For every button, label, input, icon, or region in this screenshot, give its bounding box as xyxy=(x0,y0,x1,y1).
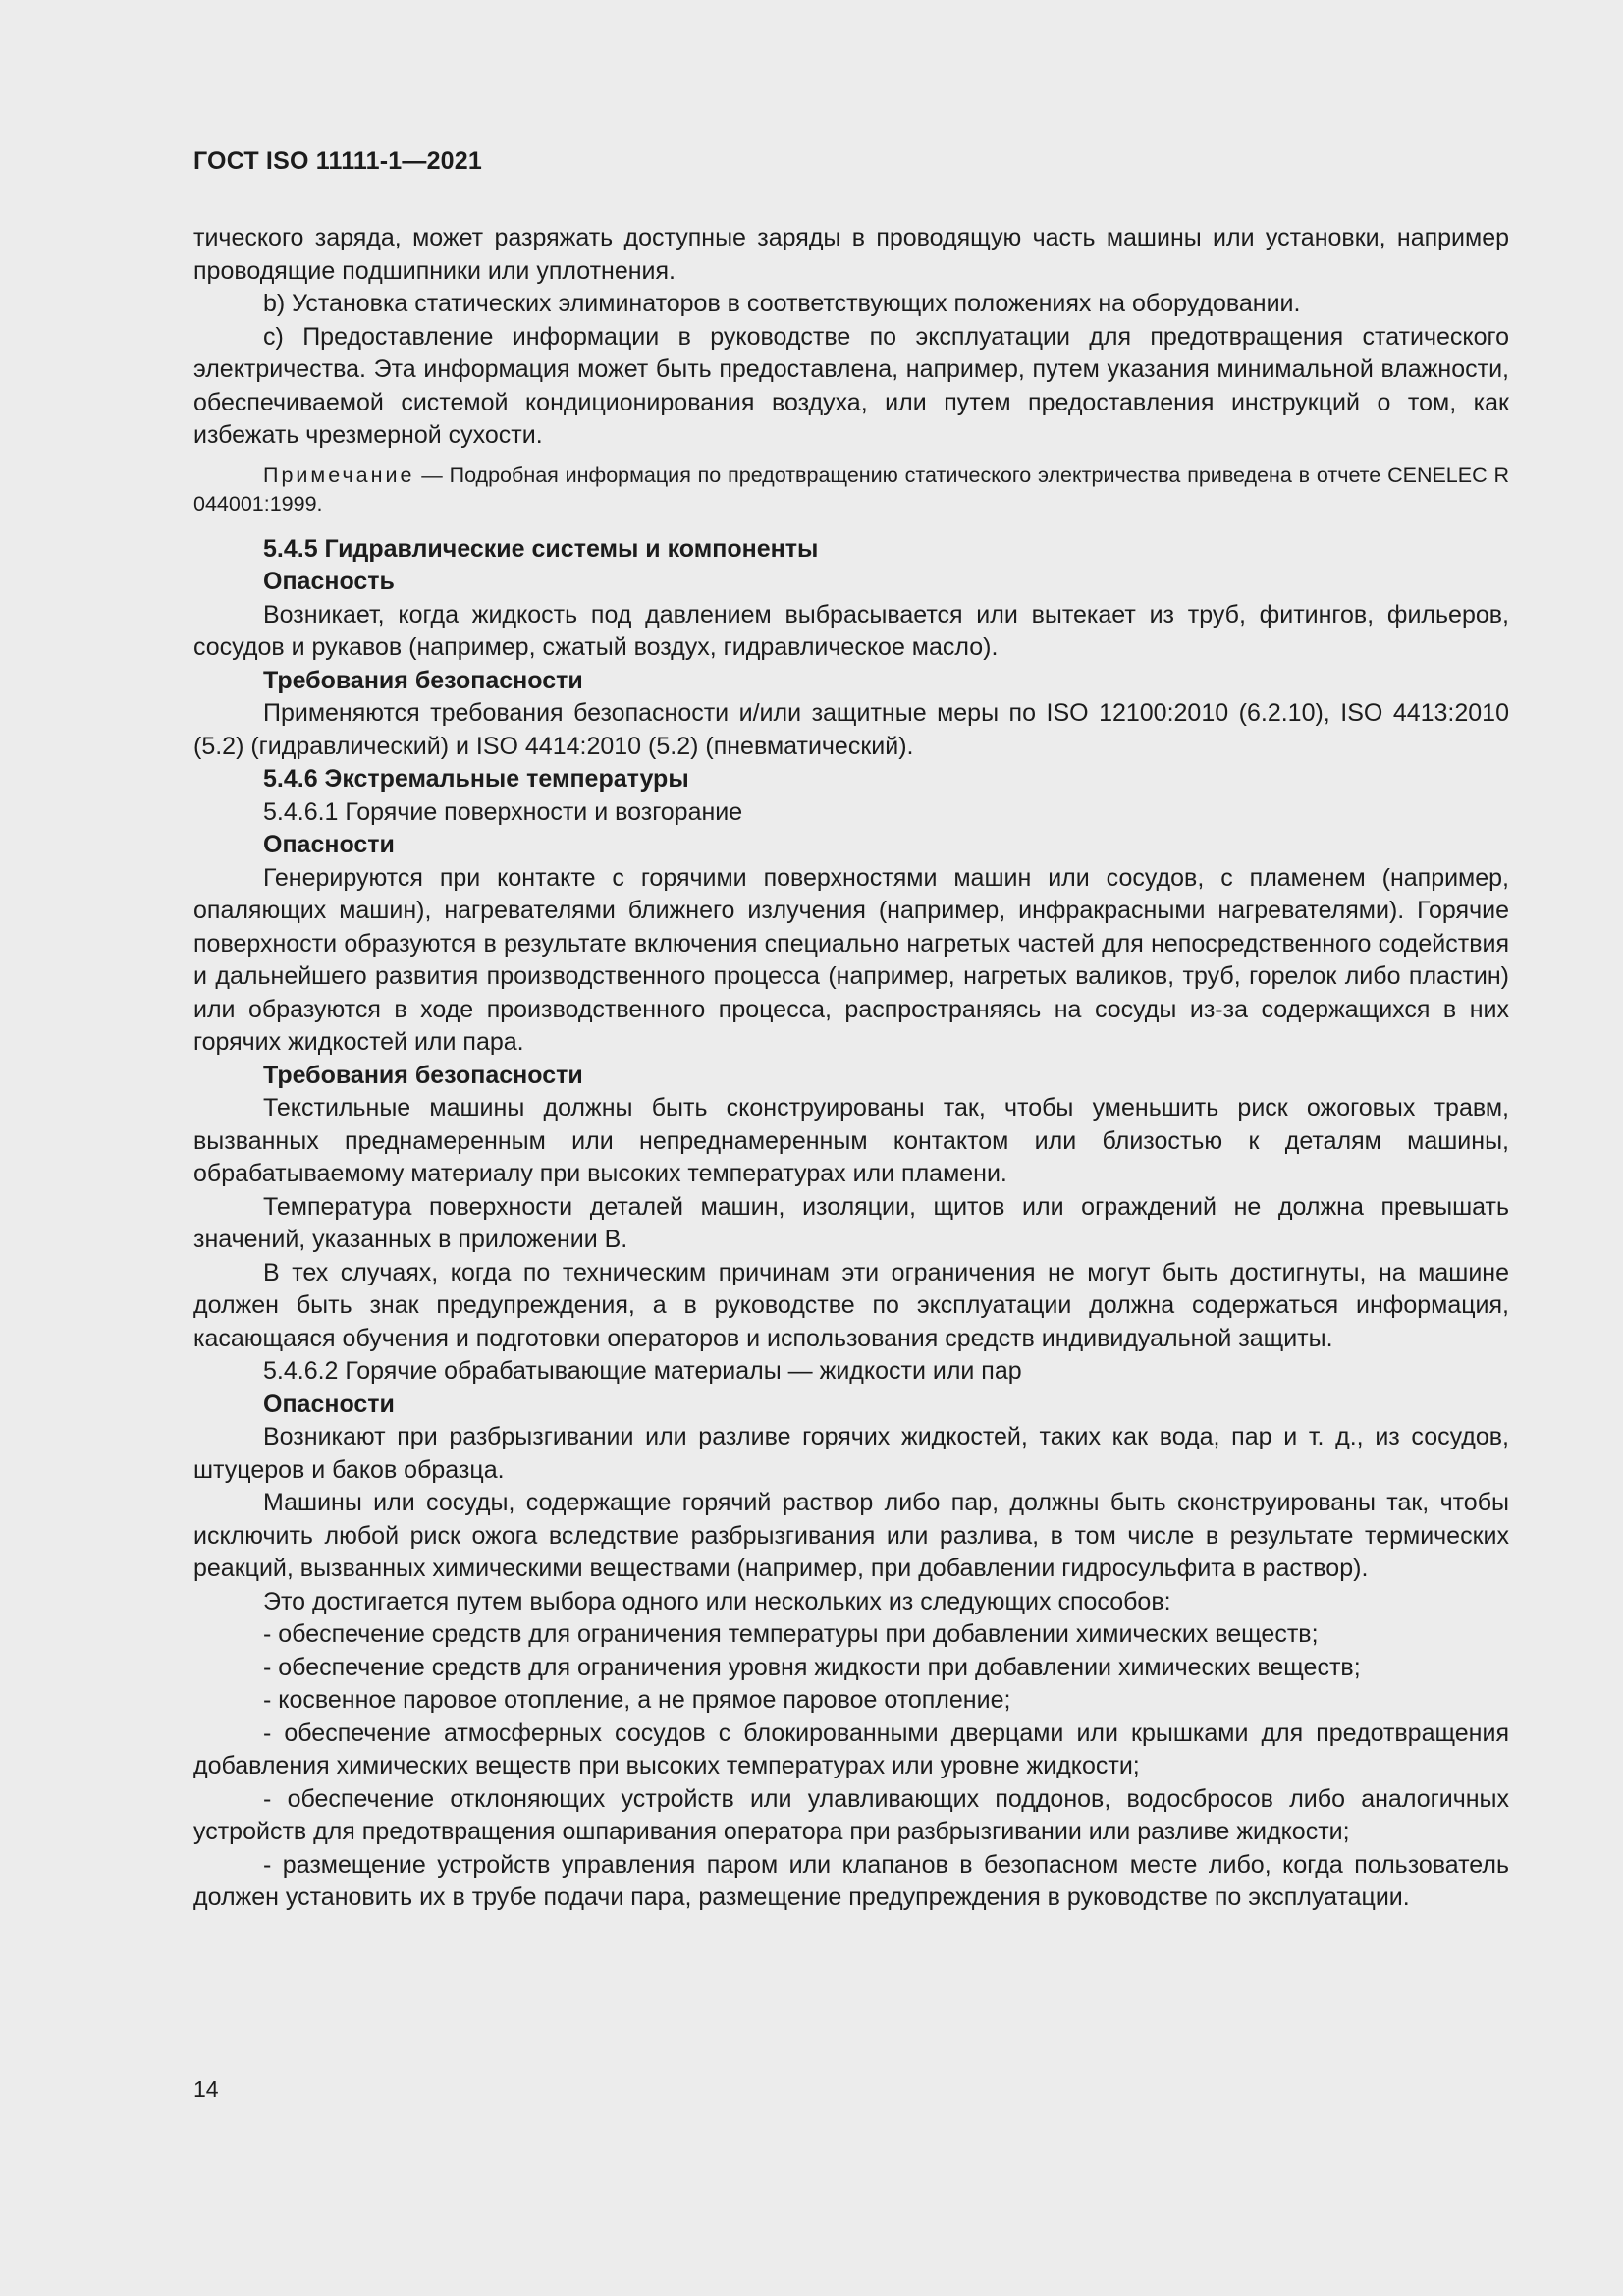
list-item: - размещение устройств управления паром или клапанов в безопасном месте либо, когда пользователь должен установить их в трубе подачи пара, размещение предупреждения в руководстве по эксплуатации. xyxy=(193,1850,1509,1911)
subheading: Опасности xyxy=(263,1390,395,1418)
paragraph: Возникает, когда жидкость под давлением выбрасывается или вытекает из труб, фитингов, фильеров, сосудов и рукавов (например, сжатый воздух, гидравлическое масло). xyxy=(193,600,1509,661)
subheading: Опасности xyxy=(263,831,395,858)
subheading: Опасность xyxy=(263,568,395,595)
paragraph: Применяются требования безопасности и/или защитные меры по ISO 12100:2010 (6.2.10), ISO 4413:2010 (5.2) (гидравлический) и ISO 4414:2010 (5.2) (пневматический). xyxy=(193,699,1509,760)
page-body xyxy=(193,222,1509,1915)
list-item: - обеспечение средств для ограничения температуры при добавлении химических веществ; xyxy=(263,1620,1319,1648)
list-item: - обеспечение отклоняющих устройств или улавливающих поддонов, водосбросов либо аналогичных устройств для предотвращения ошпаривания оператора при разбрызгивании или разливе жидкости; xyxy=(193,1784,1509,1845)
section-heading: 5.4.5 Гидравлические системы и компоненты xyxy=(263,534,819,563)
note-label: Примечание xyxy=(263,463,415,487)
paragraph: Температура поверхности деталей машин, изоляции, щитов или ограждений не должна превышать значений, указанных в приложении B. xyxy=(193,1192,1509,1253)
paragraph: Генерируются при контакте с горячими поверхностями машин или сосудов, с пламенем (например, опаляющих машин), нагревателями ближнего излучения (например, инфракрасными нагревателями). Горячие поверхности образуются в результате включения специально нагретых частей для непосредственного содействия и дальнейшего развития производственного процесса (например, нагретых валиков, труб, горелок либо пластин) или образуются в ходе производственного процесса, распространяясь на сосуды из-за содержащихся в них горячих жидкостей или пара. xyxy=(193,863,1509,1056)
list-item: - обеспечение средств для ограничения уровня жидкости при добавлении химических веществ; xyxy=(263,1653,1361,1681)
paragraph: Машины или сосуды, содержащие горячий раствор либо пар, должны быть сконструированы так, чтобы исключить любой риск ожога вследствие разбрызгивания или разлива, в том числе в результате термических реакций, вызванных химическими веществами (например, при добавлении гидросульфита в раствор). xyxy=(193,1489,1509,1582)
document-header: ГОСТ ISO 11111-1—2021 xyxy=(193,147,482,175)
paragraph: Текстильные машины должны быть сконструированы так, чтобы уменьшить риск ожоговых травм, вызванных преднамеренным или непреднамеренным контактом или близостью к деталям машины, обрабатываемому материалу при высоких температурах или пламени. xyxy=(193,1094,1509,1187)
subsection-heading: 5.4.6.1 Горячие поверхности и возгорание xyxy=(263,797,743,826)
section-heading: 5.4.6 Экстремальные температуры xyxy=(263,765,689,793)
list-item-c: c) Предоставление информации в руководстве по эксплуатации для предотвращения статического электричества. Эта информация может быть предоставлена, например, путем указания минимальной влажности, обеспечиваемой системой кондиционирования воздуха, или путем предоставления инструкций о том, как избежать чрезмерной сухости. xyxy=(193,322,1509,449)
list-item: - обеспечение атмосферных сосудов с блокированными дверцами или крышками для предотвращения добавления химических веществ при высоких температурах или уровне жидкости; xyxy=(193,1719,1509,1779)
paragraph: В тех случаях, когда по техническим причинам эти ограничения не могут быть достигнуты, на машине должен быть знак предупреждения, а в руководстве по эксплуатации должна содержаться информация, касающаяся обучения и подготовки операторов и использования средств индивидуальной защиты. xyxy=(193,1258,1509,1352)
note xyxy=(193,462,1509,519)
page-number: 14 xyxy=(193,2076,219,2102)
note-text: — Подробная информация по предотвращению статического электричества приведена в отчете CENELEC R 044001:1999. xyxy=(193,463,1509,516)
paragraph: Возникают при разбрызгивании или разливе горячих жидкостей, таких как вода, пар и т. д., из сосудов, штуцеров и баков образца. xyxy=(193,1423,1509,1484)
list-item-b: b) Установка статических элиминаторов в соответствующих положениях на оборудовании. xyxy=(263,290,1301,317)
list-item: - косвенное паровое отопление, а не прямое паровое отопление; xyxy=(263,1686,1011,1714)
subheading: Требования безопасности xyxy=(263,1061,583,1089)
subsection-heading: 5.4.6.2 Горячие обрабатывающие материалы — жидкости или пар xyxy=(263,1357,1022,1385)
paragraph: тического заряда, может разряжать доступные заряды в проводящую часть машины или установки, например проводящие подшипники или уплотнения. xyxy=(193,224,1509,285)
subheading: Требования безопасности xyxy=(263,666,583,694)
paragraph: Это достигается путем выбора одного или нескольких из следующих способов: xyxy=(263,1587,1171,1615)
